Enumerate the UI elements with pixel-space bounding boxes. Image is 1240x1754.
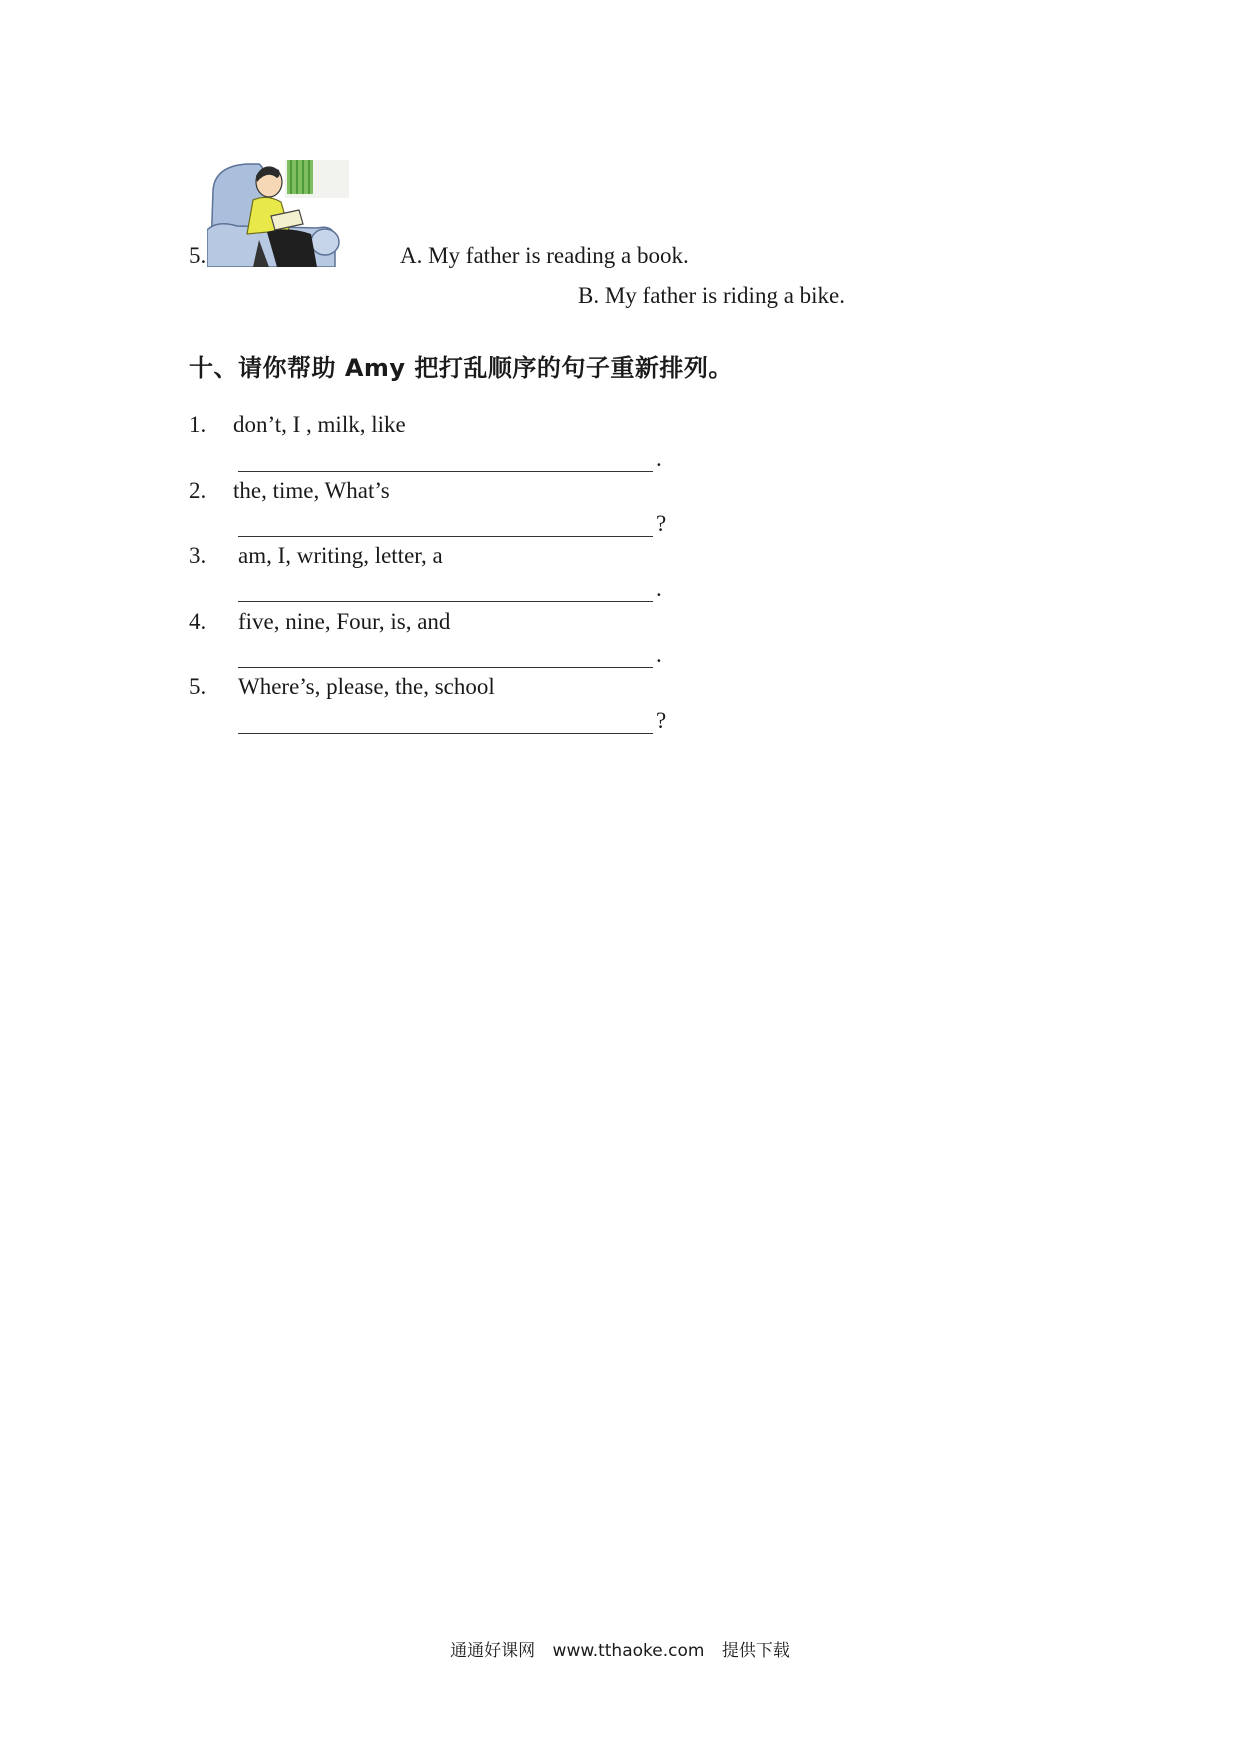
- option-b: B. My father is riding a bike.: [578, 283, 846, 308]
- item-number: 1.: [189, 412, 207, 437]
- item-number: 5.: [189, 674, 207, 699]
- answer-blank[interactable]: [238, 579, 653, 602]
- scrambled-words: don’t, I , milk, like: [233, 412, 406, 437]
- end-punctuation: ?: [656, 708, 667, 733]
- question-number: 5.: [189, 243, 207, 268]
- scrambled-words: the, time, What’s: [233, 478, 390, 503]
- item-number: 3.: [189, 543, 207, 568]
- answer-blank[interactable]: [238, 449, 653, 472]
- answer-line: [238, 446, 662, 472]
- item-number: 2.: [189, 478, 207, 503]
- section-heading: 十、请你帮助 Amy 把打乱顺序的句子重新排列。: [189, 354, 733, 382]
- end-punctuation: .: [656, 576, 662, 601]
- father-reading-illustration: [207, 160, 349, 267]
- end-punctuation: .: [656, 446, 662, 471]
- footer-site-name: 通通好课网: [450, 1641, 536, 1661]
- answer-blank[interactable]: [238, 645, 653, 668]
- footer-url[interactable]: www.tthaoke.com: [552, 1641, 705, 1661]
- answer-line: [238, 642, 662, 668]
- scrambled-words: Where’s, please, the, school: [238, 674, 495, 699]
- footer-suffix: 提供下载: [721, 1641, 790, 1661]
- answer-line: [238, 576, 662, 602]
- option-a: A. My father is reading a book.: [400, 243, 689, 268]
- answer-line: [238, 511, 666, 537]
- scrambled-words: am, I, writing, letter, a: [238, 543, 443, 568]
- page-footer: [0, 1636, 1240, 1661]
- item-number: 4.: [189, 609, 207, 634]
- answer-blank[interactable]: [238, 711, 653, 734]
- answer-blank[interactable]: [238, 514, 653, 537]
- scrambled-words: five, nine, Four, is, and: [238, 609, 451, 634]
- end-punctuation: .: [656, 642, 662, 667]
- end-punctuation: ?: [656, 511, 667, 536]
- answer-line: [238, 708, 666, 734]
